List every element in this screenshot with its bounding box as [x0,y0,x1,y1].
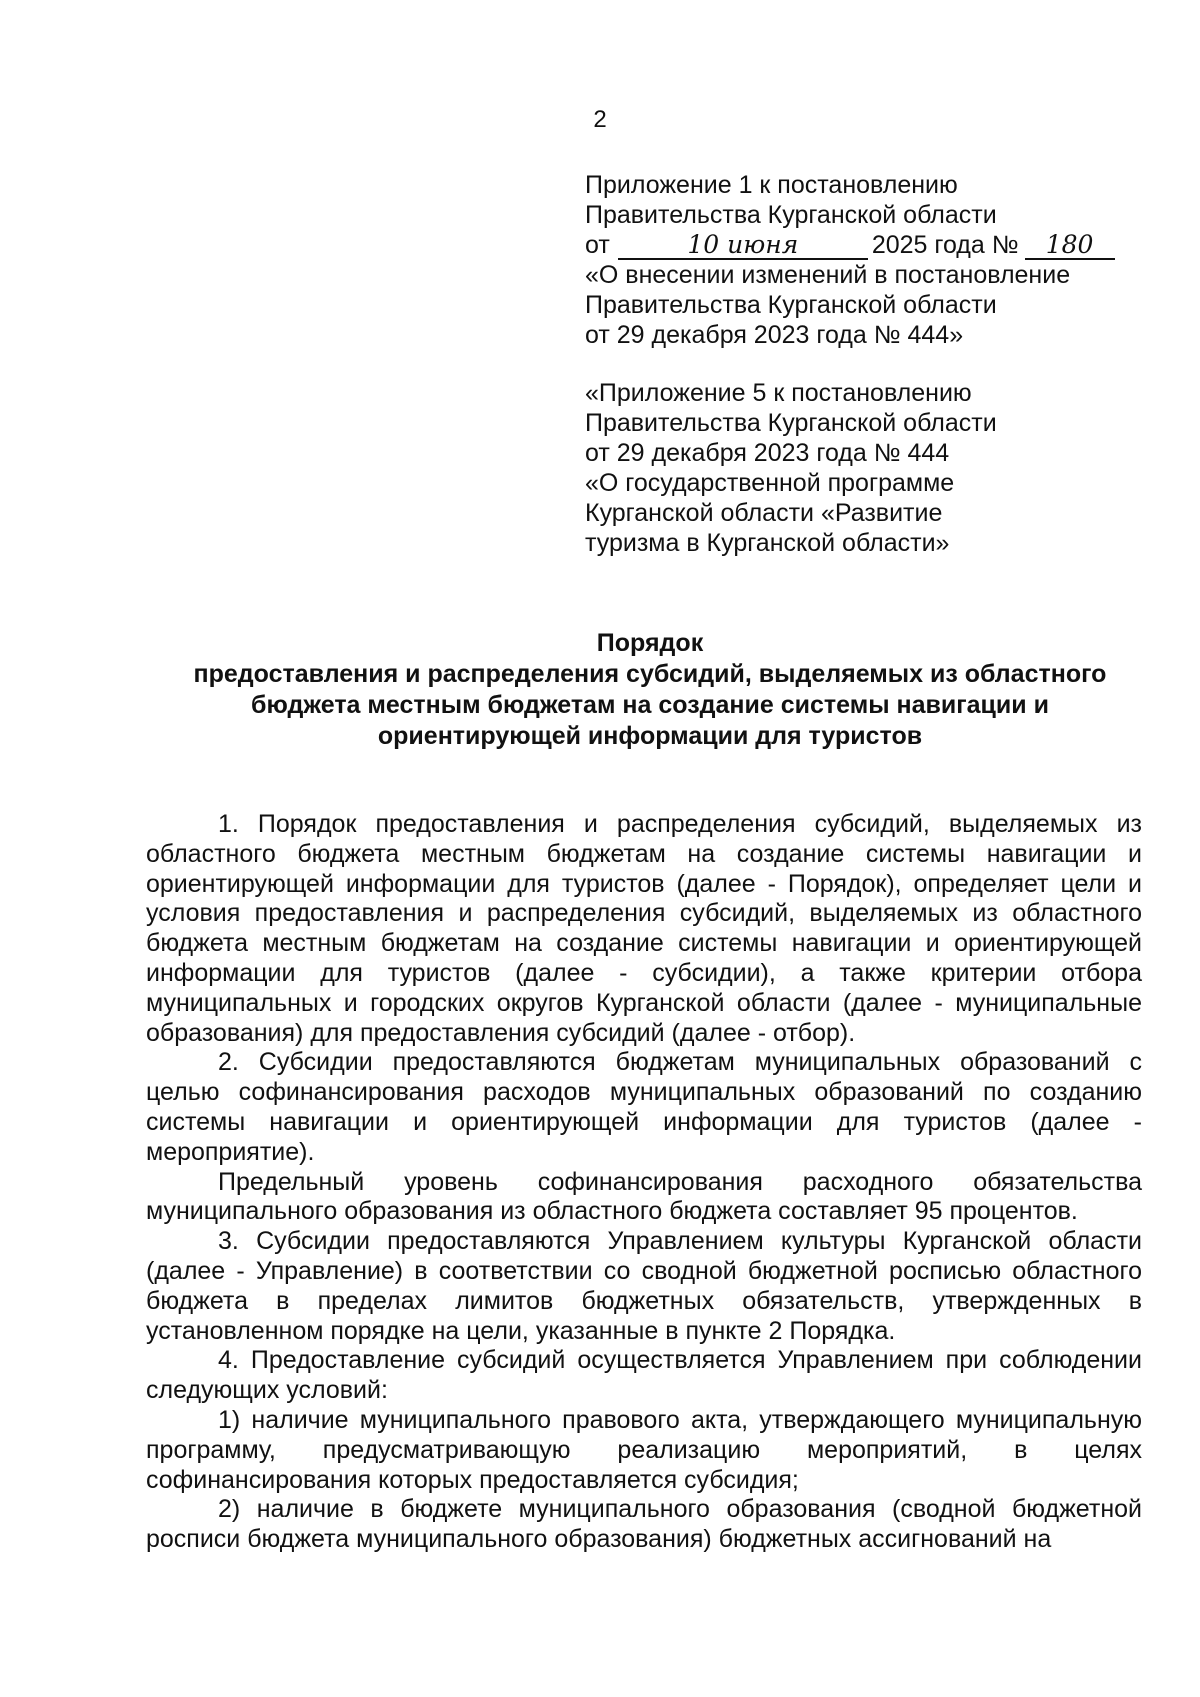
handwritten-number: 180 [1025,232,1115,260]
header-line: Правительства Курганской области [585,291,997,319]
header-line: «О государственной программе [585,469,955,497]
header-line: «О внесении изменений в постановление [585,261,1071,289]
title-line: предоставления и распределения субсидий, выделяемых из областного [193,660,1107,688]
header-date-line [585,230,1105,260]
header-line: «Приложение 5 к постановлению [585,379,972,407]
paragraph: Предельный уровень софинансирования расходного обязательства муниципального образования из областного бюджета составляет 95 процентов. [146,1167,1142,1226]
header-line: туризма в Курганской области» [585,529,950,557]
paragraph: 1. Порядок предоставления и распределения субсидий, выделяемых из областного бюджета местным бюджетам на создание системы навигации и ориентирующей информации для туристов (далее - Порядок), определяет цели и условия предоставления и распределения субсидий, выделяемых из областного бюджета местным бюджетам на создание системы навигации и ориентирующей информации для туристов (далее - субсидии), а также критерии отбора муниципальных и городских округов Курганской области (далее - муниципальные образования) для предоставления субсидий (далее - отбор). [146,810,1142,1047]
handwritten-date: 10 июня [618,232,868,260]
appendix-header [585,170,1105,558]
paragraph: 3. Субсидии предоставляются Управлением культуры Курганской области (далее - Управление) в соответствии со сводной бюджетной росписью областного бюджета в пределах лимитов бюджетных обязательств, утвержденных в установленном порядке на цели, указанные в пункте 2 Порядка. [146,1227,1142,1345]
header-line: Правительства Курганской области [585,409,997,437]
date-prefix: от [585,231,610,259]
title-line: ориентирующей информации для туристов [377,722,923,750]
header-line: от 29 декабря 2023 года № 444 [585,439,950,467]
header-line: Правительства Курганской области [585,201,997,229]
year-text: 2025 года № [871,231,1019,259]
header-line: Приложение 1 к постановлению [585,171,958,199]
title-line: Порядок [596,629,704,657]
document-body [146,810,1142,1555]
page-number: 2 [593,106,607,133]
paragraph: 1) наличие муниципального правового акта, утверждающего муниципальную программу, предусматривающую реализацию мероприятий, в целях софинансирования которых предоставляется субсидия; [146,1405,1142,1494]
header-line: от 29 декабря 2023 года № 444» [585,321,964,349]
paragraph: 4. Предоставление субсидий осуществляется Управлением при соблюдении следующих условий: [146,1346,1142,1405]
paragraph: 2) наличие в бюджете муниципального образования (сводной бюджетной росписи бюджета муниципального образования) бюджетных ассигнований на [146,1495,1142,1554]
paragraph: 2. Субсидии предоставляются бюджетам муниципальных образований с целью софинансирования расходов муниципальных образований по созданию системы навигации и ориентирующей информации для туристов (далее - мероприятие). [146,1048,1142,1166]
header-line: Курганской области «Развитие [585,499,943,527]
header-spacer [585,350,1105,378]
title-line: бюджета местным бюджетам на создание системы навигации и [251,691,1049,719]
document-title [160,628,1140,752]
